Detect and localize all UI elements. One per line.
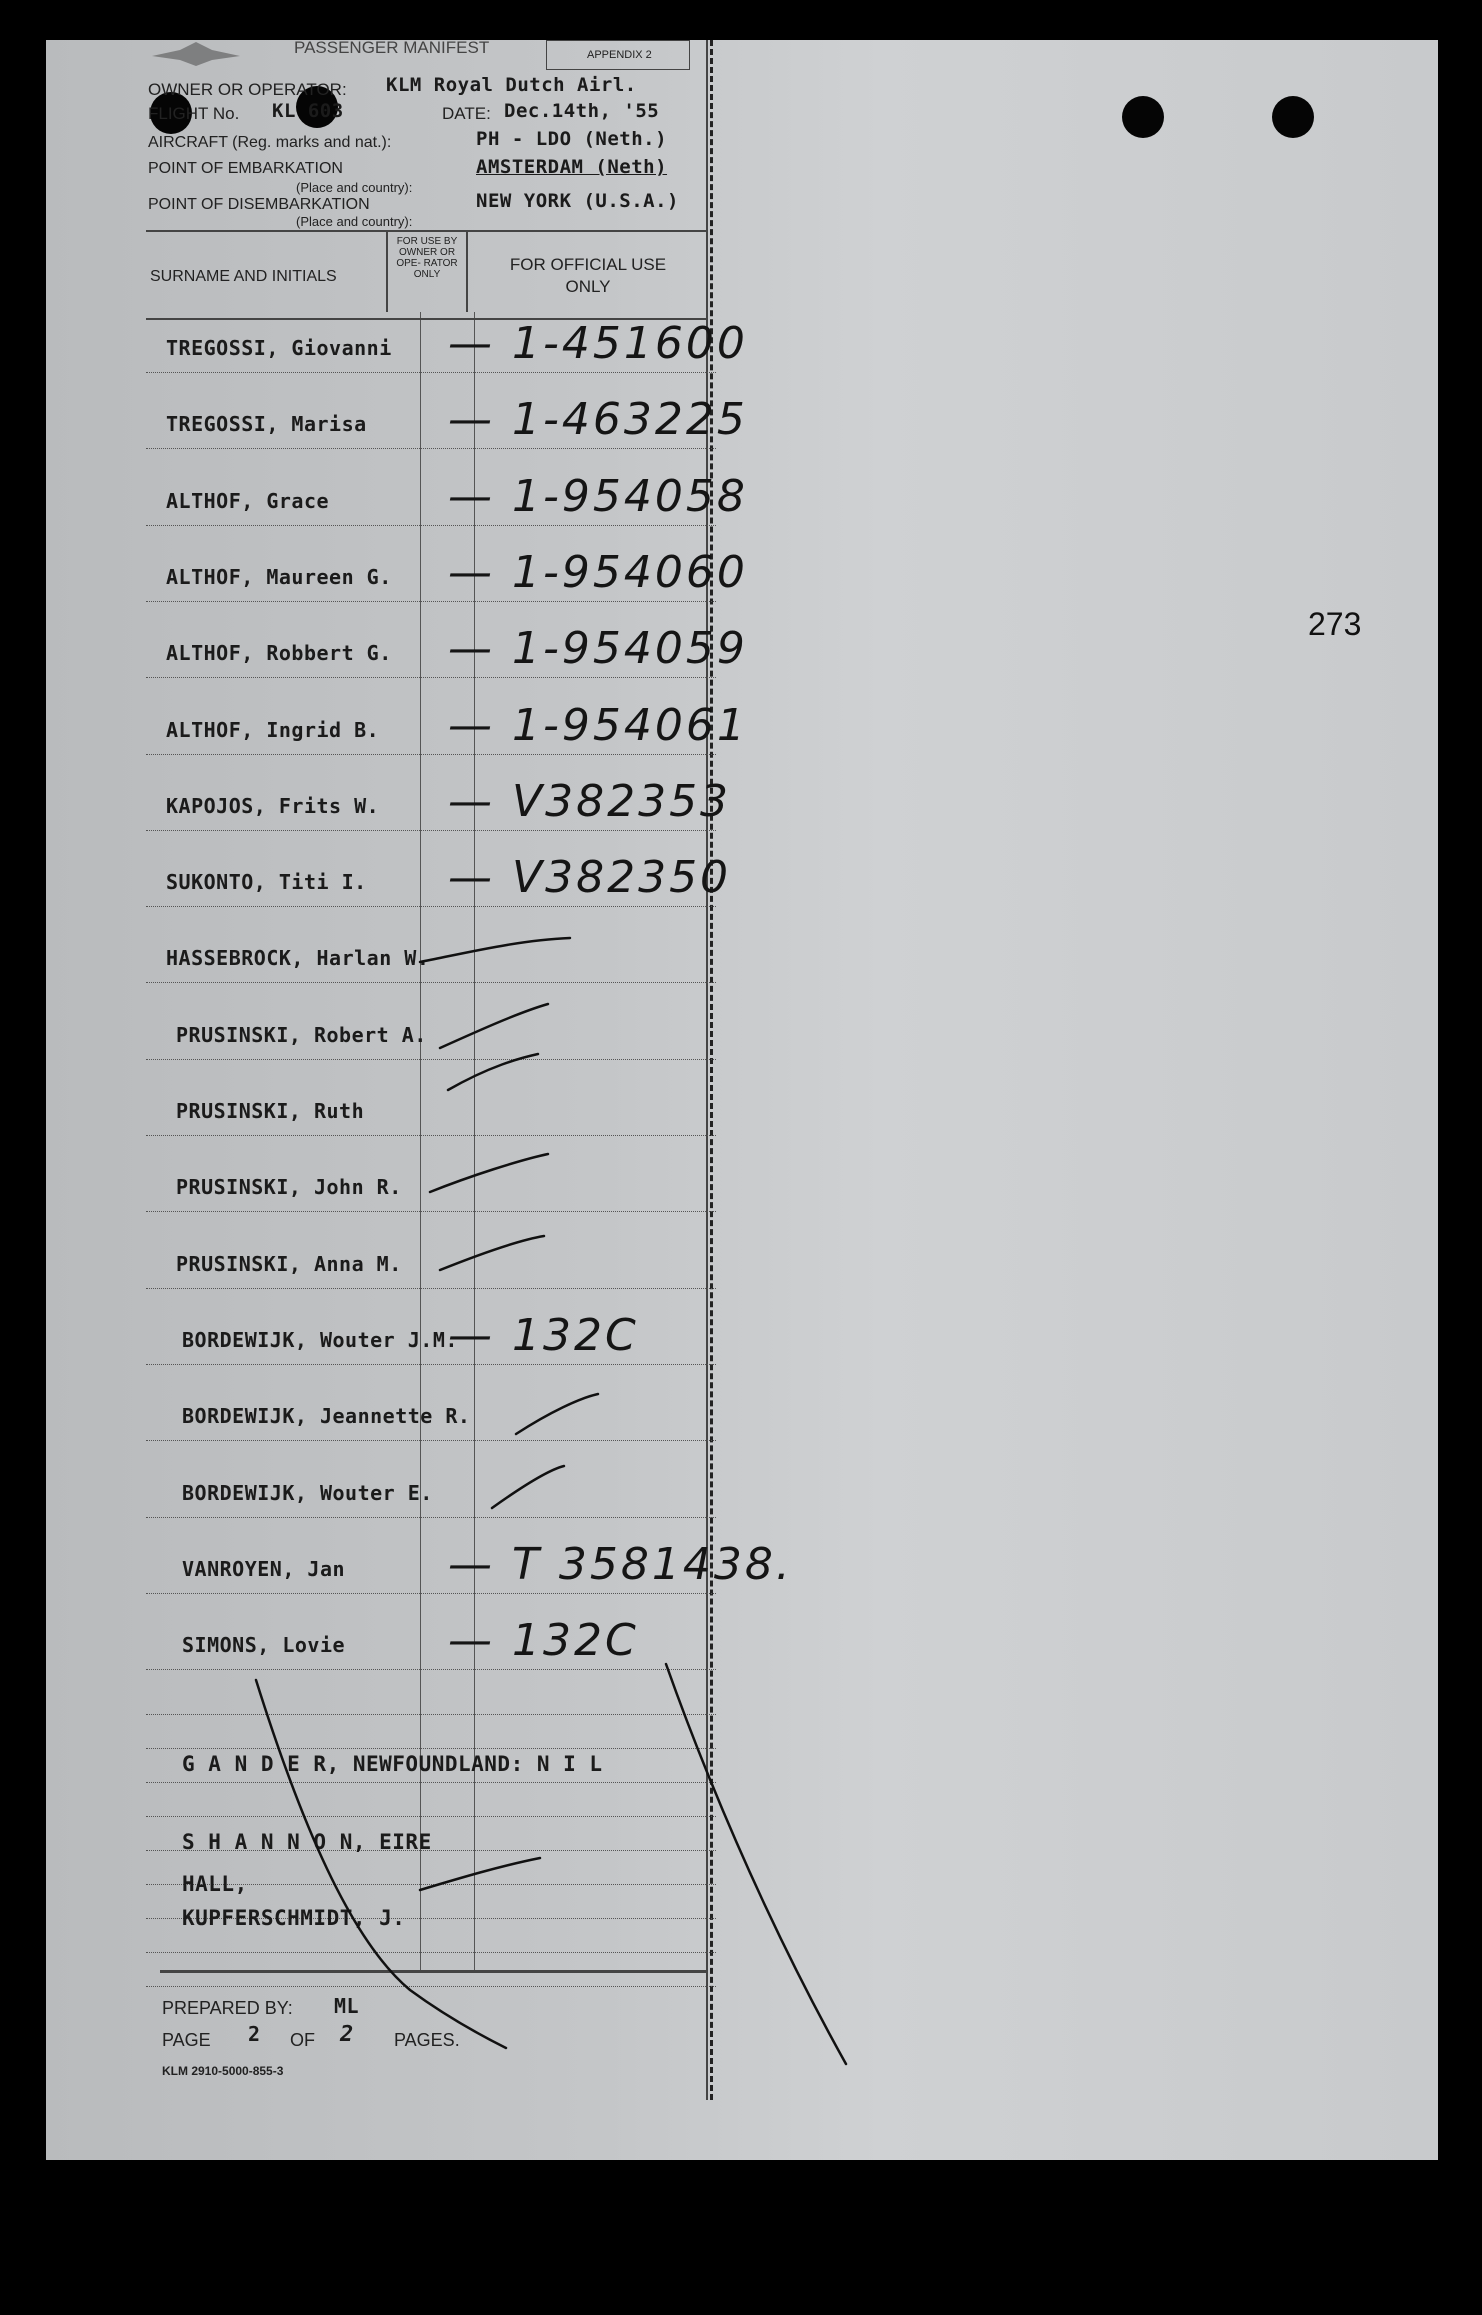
column-header-name: SURNAME AND INITIALS	[150, 268, 337, 285]
stop-shannon: S H A N N O N, EIRE	[182, 1830, 432, 1854]
passenger-name: VANROYEN, Jan	[182, 1557, 346, 1581]
passenger-name: ALTHOF, Robbert G.	[166, 641, 392, 665]
aircraft-label: AIRCRAFT (Reg. marks and nat.):	[148, 134, 392, 151]
official-note: — 1-954060	[448, 547, 748, 598]
disembark-label: POINT OF DISEMBARKATION	[148, 196, 370, 213]
passenger-name: BORDEWIJK, Wouter J.M.	[182, 1328, 458, 1352]
page-value: 2	[248, 2022, 261, 2046]
owner-value: KLM Royal Dutch Airl.	[386, 74, 637, 96]
official-note: — 1-954061	[448, 700, 748, 751]
prepared-label: PREPARED BY:	[162, 1998, 293, 2018]
archive-page-number: 273	[1308, 606, 1362, 642]
official-note: — 1-463225	[448, 394, 748, 445]
embark-value: AMSTERDAM (Neth)	[476, 156, 668, 178]
official-note: — 1-954059	[448, 623, 748, 674]
passenger-name: BORDEWIJK, Wouter E.	[182, 1481, 433, 1505]
official-note: — V382353	[448, 776, 732, 827]
manifest-title: PASSENGER MANIFEST	[294, 38, 490, 57]
column-header-owner: FOR USE BY OWNER OR OPE- RATOR ONLY	[396, 236, 458, 280]
passenger-name: ALTHOF, Maureen G.	[166, 565, 392, 589]
passenger-name: SIMONS, Lovie	[182, 1633, 346, 1657]
passenger-name: PRUSINSKI, Robert A.	[176, 1023, 427, 1047]
passenger-name: PRUSINSKI, John R.	[176, 1175, 402, 1199]
passenger-name: KAPOJOS, Frits W.	[166, 794, 380, 818]
passenger-name: ALTHOF, Grace	[166, 489, 330, 513]
date-value: Dec.14th, '55	[504, 100, 660, 122]
prepared-value: ML	[334, 1994, 360, 2018]
of-label: OF	[290, 2030, 315, 2050]
passenger-name: PRUSINSKI, Anna M.	[176, 1252, 402, 1276]
page-label: PAGE	[162, 2030, 211, 2050]
official-note: — T 3581438.	[448, 1539, 793, 1590]
passenger-name: HASSEBROCK, Harlan W.	[166, 946, 430, 970]
flight-value: KL 603	[272, 100, 344, 122]
passenger-name: ALTHOF, Ingrid B.	[166, 718, 380, 742]
passenger-name: TREGOSSI, Giovanni	[166, 336, 392, 360]
official-note: — 1-451600	[448, 318, 748, 369]
embark-hint: (Place and country):	[296, 180, 413, 195]
aircraft-value: PH - LDO (Neth.)	[476, 128, 668, 150]
appendix-label: APPENDIX 2	[587, 49, 652, 61]
stop-hall: HALL,	[182, 1872, 248, 1896]
passenger-name: TREGOSSI, Marisa	[166, 412, 367, 436]
stop-gander: G A N D E R, NEWFOUNDLAND: N I L	[182, 1752, 603, 1776]
stop-kupferschmidt: KUPFERSCHMIDT, J.	[182, 1906, 406, 1930]
disembark-value: NEW YORK (U.S.A.)	[476, 190, 679, 212]
official-note: — V382350	[448, 852, 732, 903]
official-note: — 1-954058	[448, 471, 748, 522]
passenger-name: PRUSINSKI, Ruth	[176, 1099, 365, 1123]
of-value: 2	[340, 2022, 354, 2047]
embark-label: POINT OF EMBARKATION	[148, 160, 343, 177]
official-note: — 132C	[448, 1615, 639, 1666]
owner-label: OWNER OR OPERATOR:	[148, 80, 347, 99]
official-note: — 132C	[448, 1310, 639, 1361]
disembark-hint: (Place and country):	[296, 214, 413, 229]
check-stroke	[420, 938, 570, 962]
passenger-name: SUKONTO, Titi I.	[166, 870, 367, 894]
column-header-official: FOR OFFICIAL USE ONLY	[509, 255, 667, 296]
pages-label: PAGES.	[394, 2030, 460, 2050]
passenger-name: BORDEWIJK, Jeannette R.	[182, 1404, 471, 1428]
form-code: KLM 2910-5000-855-3	[162, 2064, 284, 2078]
date-label: DATE:	[442, 104, 491, 123]
flight-label: FLIGHT No.	[148, 104, 240, 123]
